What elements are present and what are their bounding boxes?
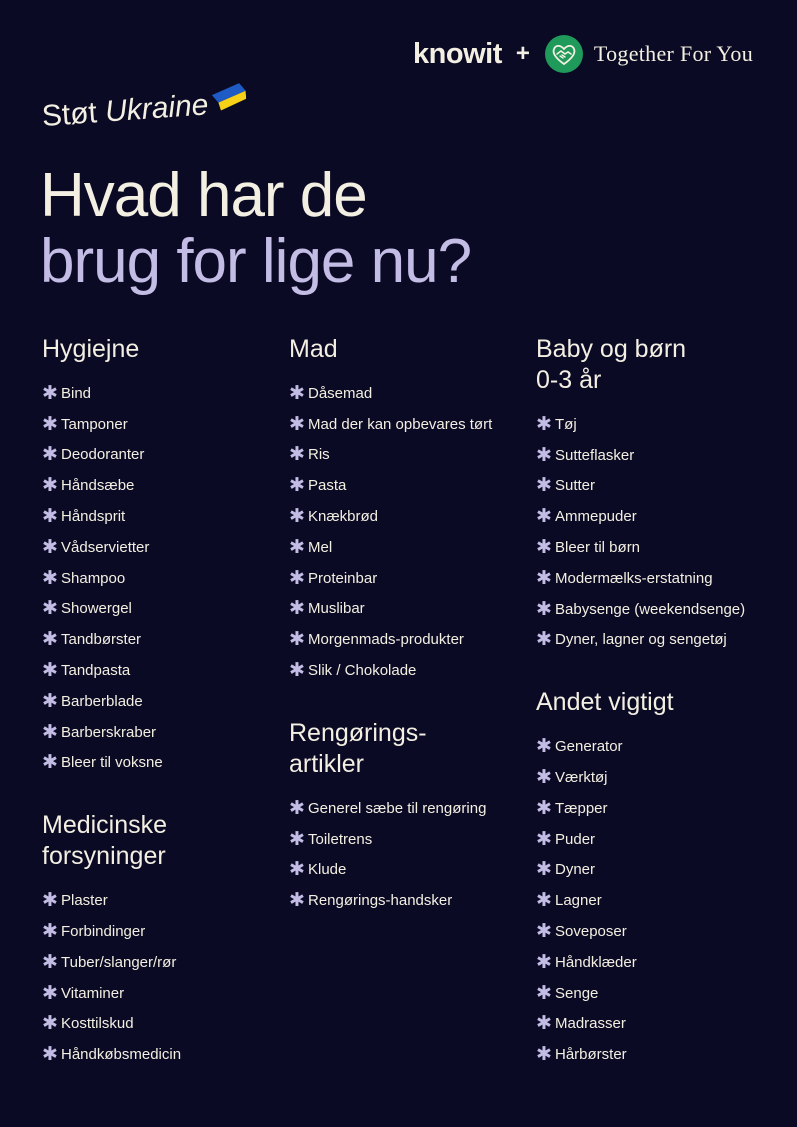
tagline-italic: Ukraine — [104, 88, 210, 129]
list-item-label: Lagner — [555, 892, 602, 910]
plus-sign: + — [515, 40, 530, 67]
list-item — [536, 947, 745, 978]
asterisk-icon: ✱ — [536, 1013, 552, 1035]
asterisk-icon: ✱ — [42, 752, 58, 774]
asterisk-icon: ✱ — [536, 413, 552, 435]
list-item — [536, 762, 745, 793]
list-item — [42, 717, 202, 748]
asterisk-icon: ✱ — [289, 382, 305, 404]
asterisk-icon: ✱ — [289, 629, 305, 651]
asterisk-icon: ✱ — [536, 736, 552, 758]
section-title: Hygiejne — [42, 335, 140, 363]
section-andet — [536, 687, 745, 1070]
list-item — [42, 1009, 202, 1040]
asterisk-icon: ✱ — [289, 475, 305, 497]
asterisk-icon: ✱ — [536, 890, 552, 912]
list-item — [536, 594, 745, 625]
asterisk-icon: ✱ — [42, 506, 58, 528]
list-item — [42, 885, 202, 916]
list-item — [536, 793, 745, 824]
asterisk-icon: ✱ — [42, 567, 58, 589]
title-line-1: Hvad har de — [40, 161, 367, 230]
list-item-label: Tøj — [555, 415, 577, 433]
list-item-label: Håndkøbsmedicin — [61, 1046, 182, 1064]
asterisk-icon: ✱ — [42, 598, 58, 620]
asterisk-icon: ✱ — [536, 767, 552, 789]
list-item-label: Ammepuder — [555, 508, 637, 526]
asterisk-icon: ✱ — [42, 629, 58, 651]
asterisk-icon: ✱ — [42, 951, 58, 973]
list-item — [289, 824, 492, 855]
asterisk-icon: ✱ — [289, 506, 305, 528]
list-item-label: Deodoranter — [61, 446, 145, 464]
list-item — [42, 947, 202, 978]
tagline — [41, 86, 248, 134]
list-item-label: Babysenge (weekendsenge) — [555, 600, 746, 618]
list-item-label: Kosttilskud — [61, 1015, 134, 1033]
asterisk-icon: ✱ — [536, 797, 552, 819]
asterisk-icon: ✱ — [42, 475, 58, 497]
list-item-label: Rengørings-handsker — [308, 892, 453, 910]
list-item — [42, 378, 202, 409]
asterisk-icon: ✱ — [42, 382, 58, 404]
section-title: Baby og børn 0-3 år — [536, 335, 687, 394]
section-medicinske — [42, 810, 202, 1070]
list-item — [536, 501, 745, 532]
item-list — [536, 409, 745, 655]
column-3 — [536, 334, 745, 1070]
list-item — [536, 532, 745, 563]
list-item — [42, 624, 202, 655]
list-item-label: Barberblade — [61, 692, 143, 710]
list-item — [536, 916, 745, 947]
asterisk-icon: ✱ — [289, 828, 305, 850]
list-item — [42, 1039, 202, 1070]
list-item — [42, 748, 202, 779]
asterisk-icon: ✱ — [289, 859, 305, 881]
section-mad — [289, 334, 492, 686]
list-item — [289, 501, 492, 532]
asterisk-icon: ✱ — [42, 982, 58, 1004]
column-2 — [289, 334, 492, 916]
asterisk-icon: ✱ — [42, 721, 58, 743]
section-title: Mad — [289, 335, 338, 363]
list-item — [536, 855, 745, 886]
asterisk-icon: ✱ — [42, 1044, 58, 1066]
asterisk-icon: ✱ — [536, 444, 552, 466]
tagline-plain: Støt — [40, 95, 107, 133]
page-title — [40, 163, 471, 295]
asterisk-icon: ✱ — [42, 690, 58, 712]
list-item — [536, 625, 745, 656]
list-item-label: Senge — [555, 984, 599, 1002]
list-item-label: Modermælks-erstatning — [555, 569, 713, 587]
list-item — [289, 594, 492, 625]
list-item-label: Vitaminer — [61, 984, 125, 1002]
list-item — [536, 885, 745, 916]
item-list — [536, 731, 745, 1070]
asterisk-icon: ✱ — [536, 537, 552, 559]
list-item — [289, 655, 492, 686]
section-hygiejne — [42, 334, 202, 778]
list-item-label: Muslibar — [308, 600, 365, 618]
asterisk-icon: ✱ — [536, 951, 552, 973]
list-item-label: Sutteflasker — [555, 446, 635, 464]
asterisk-icon: ✱ — [289, 890, 305, 912]
list-item-label: Slik / Chokolade — [308, 662, 417, 680]
list-item — [42, 470, 202, 501]
list-item-label: Ris — [308, 446, 330, 464]
list-item — [42, 655, 202, 686]
list-item — [42, 409, 202, 440]
asterisk-icon: ✱ — [536, 629, 552, 651]
asterisk-icon: ✱ — [42, 444, 58, 466]
section-rengoring — [289, 718, 492, 916]
list-item — [536, 471, 745, 502]
asterisk-icon: ✱ — [289, 660, 305, 682]
list-item-label: Tæpper — [555, 799, 608, 817]
list-item — [289, 378, 492, 409]
list-item-label: Madrasser — [555, 1015, 626, 1033]
asterisk-icon: ✱ — [289, 567, 305, 589]
asterisk-icon: ✱ — [289, 598, 305, 620]
list-item-label: Generel sæbe til rengøring — [308, 799, 487, 817]
list-item — [42, 916, 202, 947]
title-line-2: brug for lige nu? — [40, 227, 472, 296]
list-item-label: Morgenmads-produkter — [308, 631, 464, 649]
list-item — [289, 855, 492, 886]
list-item — [289, 563, 492, 594]
item-list — [289, 793, 492, 916]
list-item — [289, 409, 492, 440]
asterisk-icon: ✱ — [42, 1013, 58, 1035]
list-item — [42, 686, 202, 717]
asterisk-icon: ✱ — [289, 444, 305, 466]
list-item — [289, 532, 492, 563]
asterisk-icon: ✱ — [536, 828, 552, 850]
asterisk-icon: ✱ — [536, 1044, 552, 1066]
asterisk-icon: ✱ — [289, 413, 305, 435]
list-item-label: Knækbrød — [308, 508, 379, 526]
list-item-label: Hårbørster — [555, 1046, 627, 1064]
section-title: Rengørings- artikler — [289, 718, 427, 778]
asterisk-icon: ✱ — [42, 660, 58, 682]
header — [413, 34, 753, 74]
asterisk-icon: ✱ — [289, 797, 305, 819]
list-item — [536, 409, 745, 440]
list-item-label: Bleer til voksne — [61, 754, 163, 772]
list-item-label: Soveposer — [555, 923, 627, 941]
list-item-label: Puder — [555, 830, 596, 848]
list-item-label: Mel — [308, 538, 333, 556]
item-list — [42, 378, 202, 778]
list-item-label: Klude — [308, 861, 347, 879]
asterisk-icon: ✱ — [42, 921, 58, 943]
list-item — [536, 1009, 745, 1040]
list-item — [536, 824, 745, 855]
list-item — [289, 885, 492, 916]
list-item-label: Sutter — [555, 477, 596, 495]
asterisk-icon: ✱ — [536, 598, 552, 620]
list-item-label: Håndsæbe — [61, 477, 135, 495]
section-title: Medicinske forsyninger — [42, 811, 168, 871]
list-item-label: Vådservietter — [61, 538, 150, 556]
list-item-label: Shampoo — [61, 569, 126, 587]
list-item-label: Dåsemad — [308, 384, 373, 402]
list-item-label: Showergel — [61, 600, 132, 618]
asterisk-icon: ✱ — [536, 859, 552, 881]
list-item-label: Generator — [555, 738, 623, 756]
list-item — [42, 978, 202, 1009]
list-item-label: Bleer til børn — [555, 539, 641, 557]
list-item-label: Tuber/slanger/rør — [61, 953, 177, 971]
list-item — [536, 440, 745, 471]
asterisk-icon: ✱ — [536, 921, 552, 943]
list-item — [536, 563, 745, 594]
column-1 — [42, 334, 202, 1070]
asterisk-icon: ✱ — [289, 536, 305, 558]
list-item — [289, 440, 492, 471]
list-item — [42, 563, 202, 594]
knowit-logo: knowit — [413, 37, 502, 70]
list-item-label: Tandbørster — [61, 631, 142, 649]
list-item — [42, 594, 202, 625]
section-title: Andet vigtigt — [536, 688, 674, 717]
list-item-label: Forbindinger — [61, 923, 146, 941]
asterisk-icon: ✱ — [536, 475, 552, 497]
item-list — [289, 378, 492, 686]
asterisk-icon: ✱ — [42, 890, 58, 912]
list-item — [289, 624, 492, 655]
item-list — [42, 885, 202, 1070]
list-item-label: Tandpasta — [61, 662, 131, 680]
list-item-label: Håndklæder — [555, 953, 637, 971]
ukraine-flag-icon — [211, 83, 247, 111]
list-item — [536, 978, 745, 1009]
asterisk-icon: ✱ — [536, 567, 552, 589]
section-baby — [536, 334, 745, 655]
list-item — [42, 440, 202, 471]
list-item-label: Håndsprit — [61, 508, 126, 526]
list-item-label: Mad der kan opbevares tørt — [308, 415, 493, 433]
list-item-label: Bind — [61, 384, 92, 402]
asterisk-icon: ✱ — [536, 506, 552, 528]
asterisk-icon: ✱ — [536, 982, 552, 1004]
list-item — [289, 793, 492, 824]
list-item-label: Plaster — [61, 892, 108, 910]
list-item — [42, 501, 202, 532]
list-item-label: Barberskraber — [61, 723, 157, 741]
list-item — [536, 731, 745, 762]
together-for-you-text: Together For You — [593, 41, 753, 66]
list-item-label: Værktøj — [555, 769, 608, 787]
list-item-label: Tamponer — [61, 415, 128, 433]
list-item-label: Toiletrens — [308, 830, 373, 848]
list-item — [536, 1039, 745, 1070]
list-item — [42, 532, 202, 563]
asterisk-icon: ✱ — [42, 413, 58, 435]
list-item — [289, 470, 492, 501]
list-item-label: Pasta — [308, 477, 347, 495]
asterisk-icon: ✱ — [42, 536, 58, 558]
list-item-label: Dyner, lagner og sengetøj — [555, 631, 727, 649]
handshake-heart-icon — [544, 34, 584, 74]
list-item-label: Proteinbar — [308, 569, 378, 587]
list-item-label: Dyner — [555, 861, 596, 879]
